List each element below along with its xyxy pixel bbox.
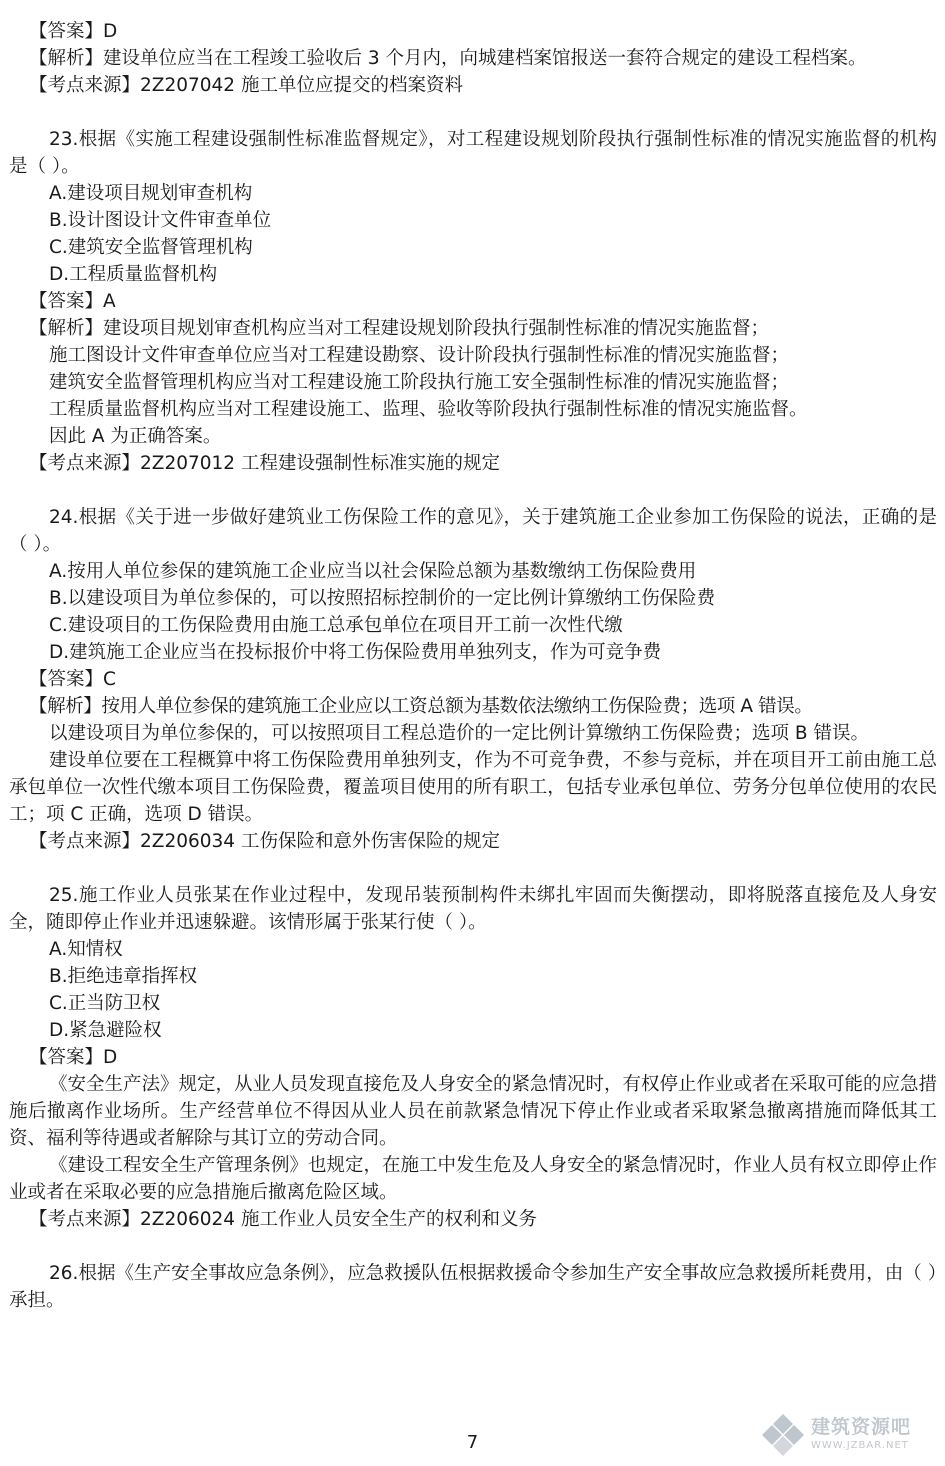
watermark-text [811, 1415, 912, 1451]
explanation-text: 建设单位要在工程概算中将工伤保险费用单独列支，作为不可竞争费，不参与竞标，并在项目开工前由施工总承包单位一次性代缴本项目工伤保险费，覆盖项目使用的所有职工，包括专业承包单位、劳务分包单位使用的农民工；项 C 正确，选项 D 错误。 [9, 750, 938, 825]
option-a: A.建设项目规划审查机构 [49, 183, 253, 204]
option-d: D.紧急避险权 [49, 1020, 162, 1041]
explanation-text: 【解析】按用人单位参保的建筑施工企业应以工资总额为基数依法缴纳工伤保险费；选项 A 错误。 [29, 696, 813, 717]
diamond-logo-icon [761, 1412, 805, 1456]
explanation-text: 【解析】建设单位应当在工程竣工验收后 3 个月内，向城建档案馆报送一套符合规定的建设工程档案。 [29, 48, 867, 69]
option-c: C.正当防卫权 [49, 993, 161, 1014]
source-line: 【考点来源】2Z207042 施工单位应提交的档案资料 [29, 75, 463, 96]
answer-line: 【答案】A [29, 291, 116, 312]
option-b: B.设计图设计文件审查单位 [49, 210, 272, 231]
option-d: D.建筑施工企业应当在投标报价中将工伤保险费用单独列支，作为可竞争费 [49, 642, 662, 663]
question-24: 24.根据《关于进一步做好建筑业工伤保险工作的意见》，关于建筑施工企业参加工伤保险的说法，正确的是（ ）。 [9, 507, 937, 555]
option-b: B.以建设项目为单位参保的，可以按照招标控制价的一定比例计算缴纳工伤保险费 [49, 588, 716, 609]
source-line: 【考点来源】2Z206034 工伤保险和意外伤害保险的规定 [29, 831, 500, 852]
source-line: 【考点来源】2Z206024 施工作业人员安全生产的权利和义务 [29, 1209, 537, 1230]
explanation-text: 《安全生产法》规定，从业人员发现直接危及人身安全的紧急情况时，有权停止作业或者在采取可能的应急措施后撤离作业场所。生产经营单位不得因从业人员在前款紧急情况下停止作业或者采取紧急撤离措施而降低其工资、福利等待遇或者解除与其订立的劳动合同。 [9, 1074, 938, 1149]
option-a: A.按用人单位参保的建筑施工企业应当以社会保险总额为基数缴纳工伤保险费用 [49, 561, 697, 582]
explanation-line: 建筑安全监督管理机构应当对工程建设施工阶段执行施工安全强制性标准的情况实施监督； [49, 372, 790, 393]
question-25: 25.施工作业人员张某在作业过程中，发现吊装预制构件未绑扎牢固而失衡摆动，即将脱落直接危及人身安全，随即停止作业并迅速躲避。该情形属于张某行使（ ）。 [9, 885, 937, 933]
option-c: C.建设项目的工伤保险费用由施工总承包单位在项目开工前一次性代缴 [49, 615, 623, 636]
explanation-line: 施工图设计文件审查单位应当对工程建设勘察、设计阶段执行强制性标准的情况实施监督； [49, 345, 790, 366]
option-c: C.建筑安全监督管理机构 [49, 237, 253, 258]
answer-line: 【答案】D [29, 1047, 118, 1068]
answer-line: 【答案】D [29, 21, 118, 42]
source-line: 【考点来源】2Z207012 工程建设强制性标准实施的规定 [29, 453, 500, 474]
page-number: 7 [466, 1432, 479, 1453]
explanation-text: 以建设项目为单位参保的，可以按照项目工程总造价的一定比例计算缴纳工伤保险费；选项 B 错误。 [49, 723, 869, 744]
watermark-name: 建筑资源吧 [811, 1415, 912, 1438]
question-26: 26.根据《生产安全事故应急条例》，应急救援队伍根据救援命令参加生产安全事故应急救援所耗费用，由（ ）承担。 [9, 1263, 937, 1311]
explanation-line: 【解析】建设项目规划审查机构应当对工程建设规划阶段执行强制性标准的情况实施监督； [29, 318, 770, 339]
explanation-line: 因此 A 为正确答案。 [49, 426, 222, 447]
option-d: D.工程质量监督机构 [49, 264, 218, 285]
watermark-url: WWW.JZBAR.NET [811, 1439, 909, 1451]
explanation-text: 《建设工程安全生产管理条例》也规定，在施工中发生危及人身安全的紧急情况时，作业人员有权立即停止作业或者在采取必要的应急措施后撤离危险区域。 [9, 1155, 938, 1203]
document-content [9, 18, 937, 1314]
option-a: A.知情权 [49, 939, 123, 960]
answer-line: 【答案】C [29, 669, 116, 690]
explanation-line: 工程质量监督机构应当对工程建设施工、监理、验收等阶段执行强制性标准的情况实施监督。 [49, 399, 808, 420]
question-23: 23.根据《实施工程建设强制性标准监督规定》，对工程建设规划阶段执行强制性标准的情况实施监督的机构是（ ）。 [9, 129, 937, 177]
option-b: B.拒绝违章指挥权 [49, 966, 198, 987]
watermark [761, 1410, 937, 1458]
